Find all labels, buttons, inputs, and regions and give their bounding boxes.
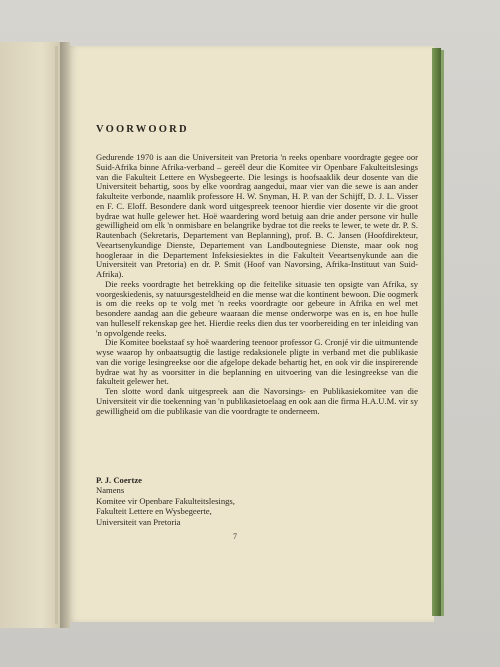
page-heading: VOORWOORD	[96, 124, 189, 135]
paragraph-1: Gedurende 1970 is aan die Universiteit van Pretoria 'n reeks openbare voordragte gegee oor Suid-Afrika binne Afrika-verband – gereël deur die Komitee vir Openbare Fakulteitslesings van die Fakulteit Lettere en Wysbegeerte. Die lesings is hoofsaaklik deur dosente van die Universiteit behartig, soos by elke voordrag aangedui, maar vier van die sewe is aan ander fakulteite verbonde, naamlik professore H. W. Snyman, H. P. van der Schijff, D. J. L. Visser en F. C. Eloff. Besondere dank word uitgespreek teenoor hierdie vier dosente vir die groot bydrae wat hulle gelewer het. Hoë waardering word betuig aan drie ander persone vir hulle gewilligheid om elk 'n onmisbare en belangrike bydrae tot die reeks te lewer, te wete dr. P. S. Rautenbach (Sekretaris, Departement van Beplanning), prof. B. C. Jansen (Hoofdirekteur, Veeartsenykundige Dienste, Departement van Landboutegniese Dienste, maar ook nog hoogleraar in die Departement Infeksiesiektes in die Fakulteit Veeartsenykunde aan die Universiteit van Pretoria) en dr. P. Smit (Hoof van Navorsing, Afrika-Instituut van Suid-Afrika).	[96, 152, 418, 279]
body-text	[96, 153, 418, 416]
signature-line-4: Universiteit van Pretoria	[96, 516, 181, 527]
left-page	[0, 42, 61, 628]
paragraph-3: Die Komitee boekstaaf sy hoë waardering teenoor professor G. Cronjé vir die uitmuntende wyse waarop hy onbaatsugtig die lastige redaksionele pligte in verband met die publikasie van die vorige lesingreekse oor die afgelope dekade behartig het, en ook vir die inspirerende bydrae wat hy as voorsitter in die beplanning en uitvoering van die lesingreekse van die fakulteit gelewer het.	[96, 337, 418, 387]
signature-line-3: Fakulteit Lettere en Wysbegeerte,	[96, 506, 212, 517]
book-cover-edge-highlight	[441, 50, 444, 616]
signature-name: P. J. Coertze	[96, 475, 142, 485]
paragraph-4: Ten slotte word dank uitgespreek aan die Navorsings- en Publikasiekomitee van die Universiteit vir die toekenning van 'n publikasietoelaag en ook aan die firma H.A.U.M. vir sy gewilligheid om die publikasie van die voordragte te onderneem.	[96, 386, 418, 416]
book-cover-edge	[432, 48, 441, 616]
signature-block	[96, 475, 396, 527]
signature-line-1: Namens	[96, 485, 125, 496]
paragraph-2: Die reeks voordragte het betrekking op die feitelike situasie ten opsigte van Afrika, sy voorgeskiedenis, sy natuursgesteldheid en die mense wat die kontinent bewoon. Die oogmerk is om die reeks op te volg met 'n reeks voordragte oor gebeure in Afrika en wel met besondere aandag aan die gebeure waaraan die mense onderworpe was en is, en hoe hulle van hulleself rekenskap gee het. Hierdie reeks dien dus ter voorbereiding en ter inleiding van 'n opvolgende reeks.	[96, 278, 418, 338]
signature-line-2: Komitee vir Openbare Fakulteitslesings,	[96, 495, 235, 506]
left-page-edge	[55, 46, 58, 624]
page-number: 7	[233, 532, 237, 541]
